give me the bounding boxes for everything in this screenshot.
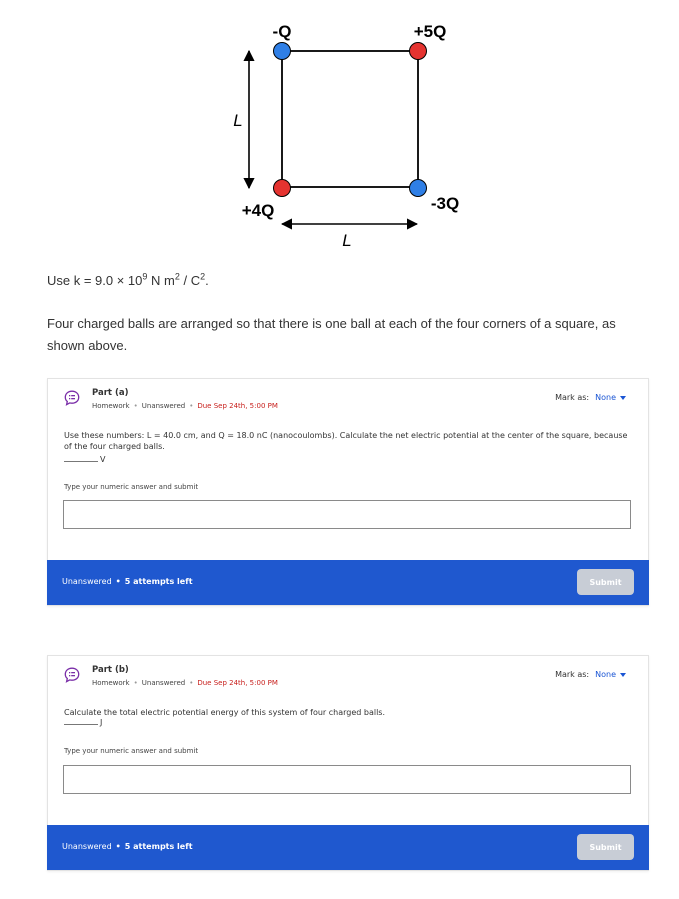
part-title: Part (a) bbox=[92, 388, 129, 398]
attempts-status: Unanswered • 5 attempts left bbox=[62, 842, 193, 851]
label-side-vertical: L bbox=[233, 111, 243, 130]
part-meta: Homework • Unanswered • Due Sep 24th, 5:00 PM bbox=[92, 402, 278, 410]
problem-description: Four charged balls are arranged so that there is one ball at each of the four corners of a square, as shown above. bbox=[47, 316, 616, 353]
square bbox=[282, 51, 418, 187]
part-b-card bbox=[47, 655, 649, 871]
label-top-right: +5Q bbox=[413, 22, 447, 41]
status-bar bbox=[47, 560, 649, 605]
ball-top-left bbox=[274, 43, 291, 60]
answer-input[interactable] bbox=[63, 765, 631, 794]
question-bubble-icon bbox=[64, 667, 80, 683]
label-side-horizontal: L bbox=[342, 231, 352, 250]
answer-hint: Type your numeric answer and submit bbox=[64, 483, 199, 491]
status-bar bbox=[47, 825, 649, 870]
ball-bottom-right bbox=[410, 180, 427, 197]
mark-as-dropdown[interactable]: Mark as: None bbox=[555, 393, 626, 402]
attempts-status: Unanswered • 5 attempts left bbox=[62, 577, 193, 586]
ball-bottom-left bbox=[274, 180, 291, 197]
label-bottom-right: -3Q bbox=[430, 194, 460, 213]
part-a-card bbox=[47, 378, 649, 606]
answer-input[interactable] bbox=[63, 500, 631, 529]
due-date: Due Sep 24th, 5:00 PM bbox=[197, 679, 278, 687]
mark-as-dropdown[interactable]: Mark as: None bbox=[555, 670, 626, 679]
caret-down-icon bbox=[620, 396, 626, 400]
question-text: Calculate the total electric potential energy of this system of four charged balls. bbox=[64, 708, 386, 717]
answer-unit: J bbox=[64, 718, 102, 727]
answer-hint: Type your numeric answer and submit bbox=[64, 747, 199, 755]
caret-down-icon bbox=[620, 673, 626, 677]
submit-button[interactable]: Submit bbox=[577, 834, 634, 860]
label-top-left: -Q bbox=[272, 22, 292, 41]
part-title: Part (b) bbox=[92, 665, 129, 675]
question-bubble-icon bbox=[64, 390, 80, 406]
charge-square-diagram bbox=[0, 0, 679, 260]
question-text: Use these numbers: L = 40.0 cm, and Q = 18.0 nC (nanocoulombs). Calculate the net electric potential at the center of the square, because of the four charged balls. bbox=[64, 431, 628, 451]
ball-top-right bbox=[410, 43, 427, 60]
answer-unit: V bbox=[64, 455, 105, 464]
submit-button[interactable]: Submit bbox=[577, 569, 634, 595]
part-meta: Homework • Unanswered • Due Sep 24th, 5:00 PM bbox=[92, 679, 278, 687]
due-date: Due Sep 24th, 5:00 PM bbox=[197, 402, 278, 410]
label-bottom-left: +4Q bbox=[241, 201, 275, 220]
constant-statement: Use $k = 9.0 \times 10^9$ N $m^2 / C^2$. bbox=[47, 271, 209, 288]
